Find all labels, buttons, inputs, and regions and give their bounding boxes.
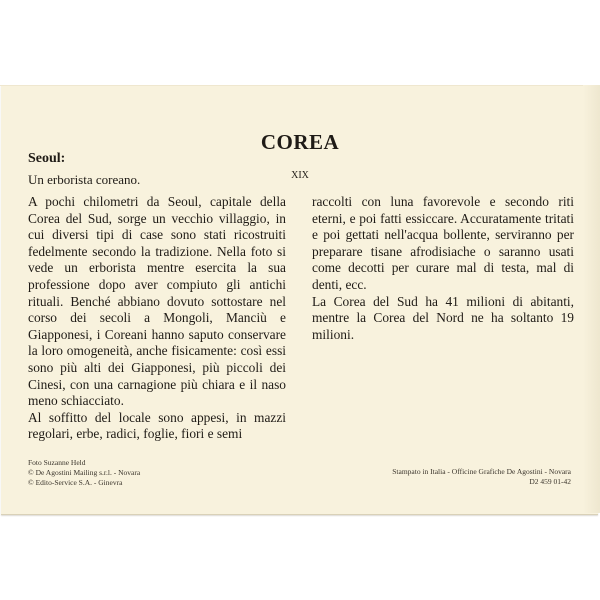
- body-paragraph: La Corea del Sud ha 41 milioni di abitanti, mentre la Corea del Nord ne ha soltanto 19 milioni.: [312, 293, 574, 342]
- printer-credits: [392, 467, 571, 487]
- body-paragraph: A pochi chilometri da Seoul, capitale della Corea del Sud, sorge un vecchio villaggio, in cui diversi tipi di case sono stati ricostruiti fedelmente secondo la tradizione. Nella foto si vede un erborista mentre esercita la sua professione dopo aver compiuto gli antichi rituali. Benché abbiano dovuto sottostare nel corso dei secoli a Mongoli, Manciù e Giapponesi, i Coreani hanno saputo conservare la loro omogeneità, anche fisicamente: così essi sono più alti dei Giapponesi, più piccoli dei Cinesi, con una carnagione più chiara e il naso meno schiacciato.: [28, 194, 286, 409]
- body-column-right: [312, 194, 574, 343]
- credit-line: © De Agostini Mailing s.r.l. - Novara: [28, 468, 141, 477]
- credit-line: Stampato in Italia - Officine Grafiche De Agostini - Novara: [392, 467, 571, 476]
- catalog-code: D2 459 01-42: [529, 477, 571, 486]
- body-column-left: [28, 194, 286, 443]
- credit-line: Foto Suzanne Held: [28, 458, 86, 467]
- body-paragraph: Al soffitto del locale sono appesi, in mazzi regolari, erbe, radici, foglie, fiori e semi: [28, 409, 286, 442]
- place-heading: Seoul:: [28, 151, 66, 166]
- card-number: XIX: [291, 170, 309, 181]
- card-top-edge: [0, 85, 600, 86]
- photo-caption: Un erborista coreano.: [28, 172, 141, 187]
- body-paragraph: raccolti con luna favorevole e secondo riti eterni, e poi fatti essiccare. Accuratamente tritati e poi gettati nell'acqua bollente, serviranno per preparare tisane afrodisiache o saranno usati come decotti per curare mal di testa, mal di denti, ecc.: [312, 194, 574, 292]
- photo-credits: [28, 458, 140, 488]
- credit-line: © Edito-Service S.A. - Ginevra: [28, 478, 123, 487]
- card-title: COREA: [260, 130, 340, 154]
